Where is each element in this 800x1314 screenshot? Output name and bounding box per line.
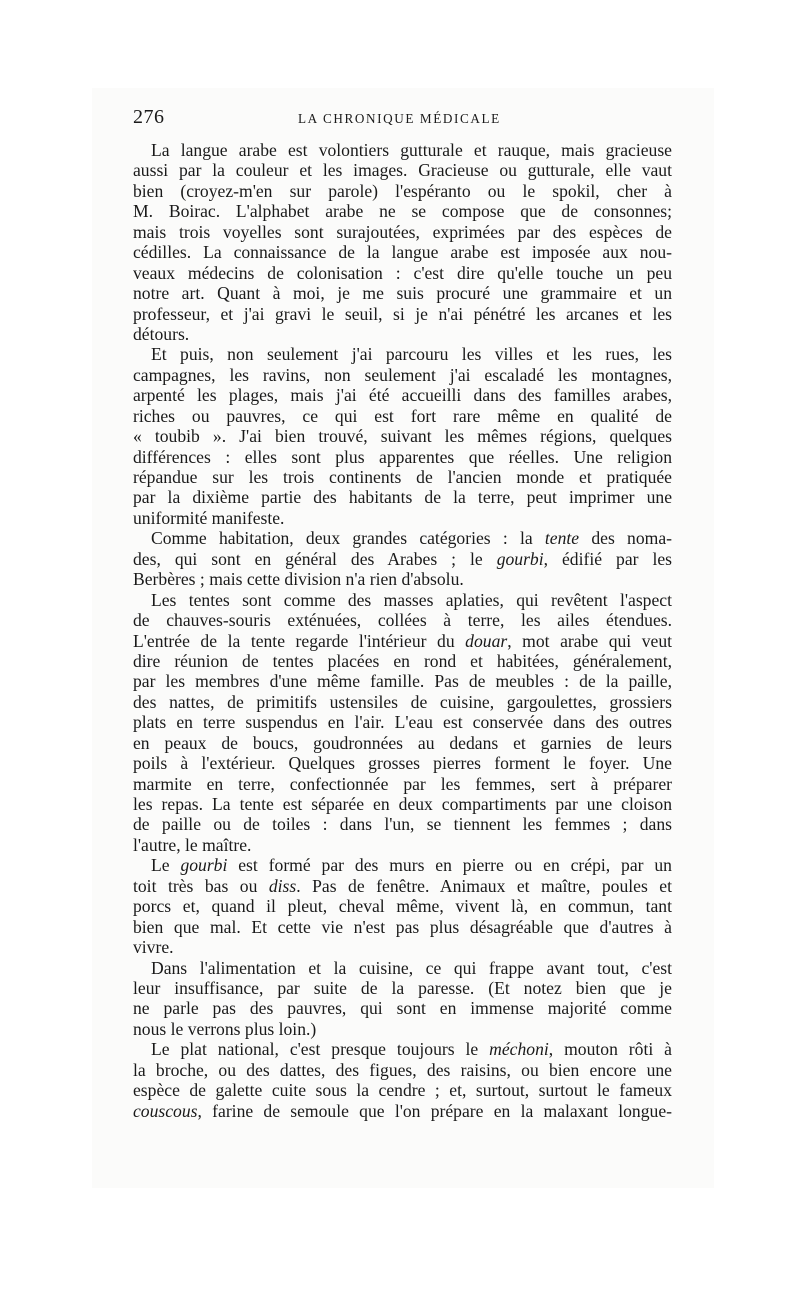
text-line: uniformité manifeste. [133,507,285,528]
text-line [133,1039,672,1059]
text-line: vivre. [133,937,174,958]
text-line: « toubib ». J'ai bien trouvé, suivant les mêmes régions, quelques [133,426,672,447]
text-line: par la dixième partie des habitants de la terre, peut imprimer une [133,487,672,508]
text-line: Et puis, non seulement j'ai parcouru les villes et les rues, les [151,344,672,365]
text-line: nous le verrons plus loin.) [133,1018,317,1039]
text-line: répandue sur les trois continents de l'ancien monde et pratiquée [133,467,672,487]
page-header [133,106,673,136]
italic-term: diss [268,875,297,896]
text-line [133,855,672,875]
text-line: cédilles. La connaissance de la langue arabe est imposée aux nou- [133,242,672,263]
text-line: Les tentes sont comme des masses aplaties, qui revêtent l'aspect [151,589,672,610]
running-title: LA CHRONIQUE MÉDICALE [298,111,501,126]
text-segment: Le [151,855,181,876]
italic-term: douar [465,630,508,651]
text-segment: , édifié par les [543,548,672,569]
text-line: de paille ou de toiles : dans l'un, se tiennent les femmes ; dans [133,814,672,835]
body-text [133,140,672,1121]
text-segment: , mouton rôti à [548,1039,672,1060]
text-segment: L'entrée de la tente regarde l'intérieur du [133,630,466,651]
text-segment: Le plat national, c'est presque toujours le [151,1039,490,1060]
text-line [133,549,672,569]
text-line: porcs et, quand il pleut, cheval même, vivent là, en commun, tant [133,896,672,917]
italic-term: couscous [133,1100,198,1121]
text-line [133,631,672,651]
text-segment: toit très bas ou [133,875,269,896]
text-line: La langue arabe est volontiers gutturale et rauque, mais gracieuse [151,140,672,160]
text-line: poils à l'extérieur. Quelques grosses pierres forment le foyer. Une [133,753,672,774]
text-line: de chauves-souris exténuées, collées à terre, les ailes étendues. [133,610,672,631]
text-line: ne parle pas des pauvres, qui sont en immense majorité comme [133,998,672,1019]
text-line: mais trois voyelles sont surajoutées, exprimées par des espèces de [133,221,672,242]
text-line [133,876,672,896]
text-line: bien (croyez-m'en sur parole) l'espéranto ou le spokil, cher à [133,180,672,201]
text-segment: Comme habitation, deux grandes catégories : la [151,528,545,549]
text-line: campagnes, les ravins, non seulement j'ai escaladé les montagnes, [133,364,672,385]
italic-term: gourbi [496,548,544,569]
text-line [133,528,672,548]
text-line: dire réunion de tentes placées en rond et habitées, généralement, [133,650,672,671]
text-line: la broche, ou des dattes, des figues, des raisins, ou bien encore une [133,1059,672,1080]
italic-term: tente [544,528,580,549]
text-line: des nattes, de primitifs ustensiles de cuisine, gargoulettes, grossiers [133,691,672,712]
text-line [133,1101,672,1121]
text-segment: des, qui sont en général des Arabes ; le [133,548,497,569]
text-line: Berbères ; mais cette division n'a rien d'absolu. [133,569,464,590]
text-line: en peaux de boucs, goudronnées au dedans et garnies de leurs [133,732,672,753]
text-line: par les membres d'une même famille. Pas de meubles : de la paille, [133,671,672,692]
italic-term: méchoni [489,1039,549,1060]
text-line: détours. [133,323,190,344]
text-segment: , mot arabe qui veut [507,630,673,651]
text-segment: des noma- [579,528,672,549]
text-line: espèce de galette cuite sous la cendre ; et, surtout, surtout le fameux [133,1080,672,1101]
italic-term: gourbi [180,855,228,876]
page-number: 276 [133,106,165,128]
text-line: l'autre, le maître. [133,834,252,855]
text-line: aussi par la couleur et les images. Gracieuse ou gutturale, elle vaut [133,160,672,181]
text-line: différences : elles sont plus apparentes que réelles. Une religion [133,446,672,467]
text-line: les repas. La tente est séparée en deux compartiments par une cloison [133,794,672,814]
text-line: veaux médecins de colonisation : c'est dire qu'elle touche un peu [133,262,672,283]
text-line: leur insuffisance, par suite de la paresse. (Et notez bien que je [133,977,672,998]
text-segment: . Pas de fenêtre. Animaux et maître, poules et [296,875,672,896]
text-line: Dans l'alimentation et la cuisine, ce qui frappe avant tout, c'est [151,957,672,978]
text-segment: est formé par des murs en pierre ou en crépi, par un [227,855,672,876]
text-line: M. Boirac. L'alphabet arabe ne se compose que de consonnes; [133,201,672,222]
text-line: plats en terre suspendus en l'air. L'eau est conservée dans des outres [133,712,672,733]
text-line: arpenté les plages, mais j'ai été accueilli dans des familles arabes, [133,385,672,406]
text-line: notre art. Quant à moi, je me suis procuré une grammaire et un [133,283,672,304]
text-line: marmite en terre, confectionnée par les femmes, sert à préparer [133,773,672,794]
text-segment: , farine de semoule que l'on prépare en la malaxant longue- [197,1100,672,1121]
text-line: bien que mal. Et cette vie n'est pas plus désagréable que d'autres à [133,916,672,937]
text-line: professeur, et j'ai gravi le seuil, si je n'ai pénétré les arcanes et les [133,303,672,324]
text-line: riches ou pauvres, ce qui est fort rare même en qualité de [133,405,672,426]
